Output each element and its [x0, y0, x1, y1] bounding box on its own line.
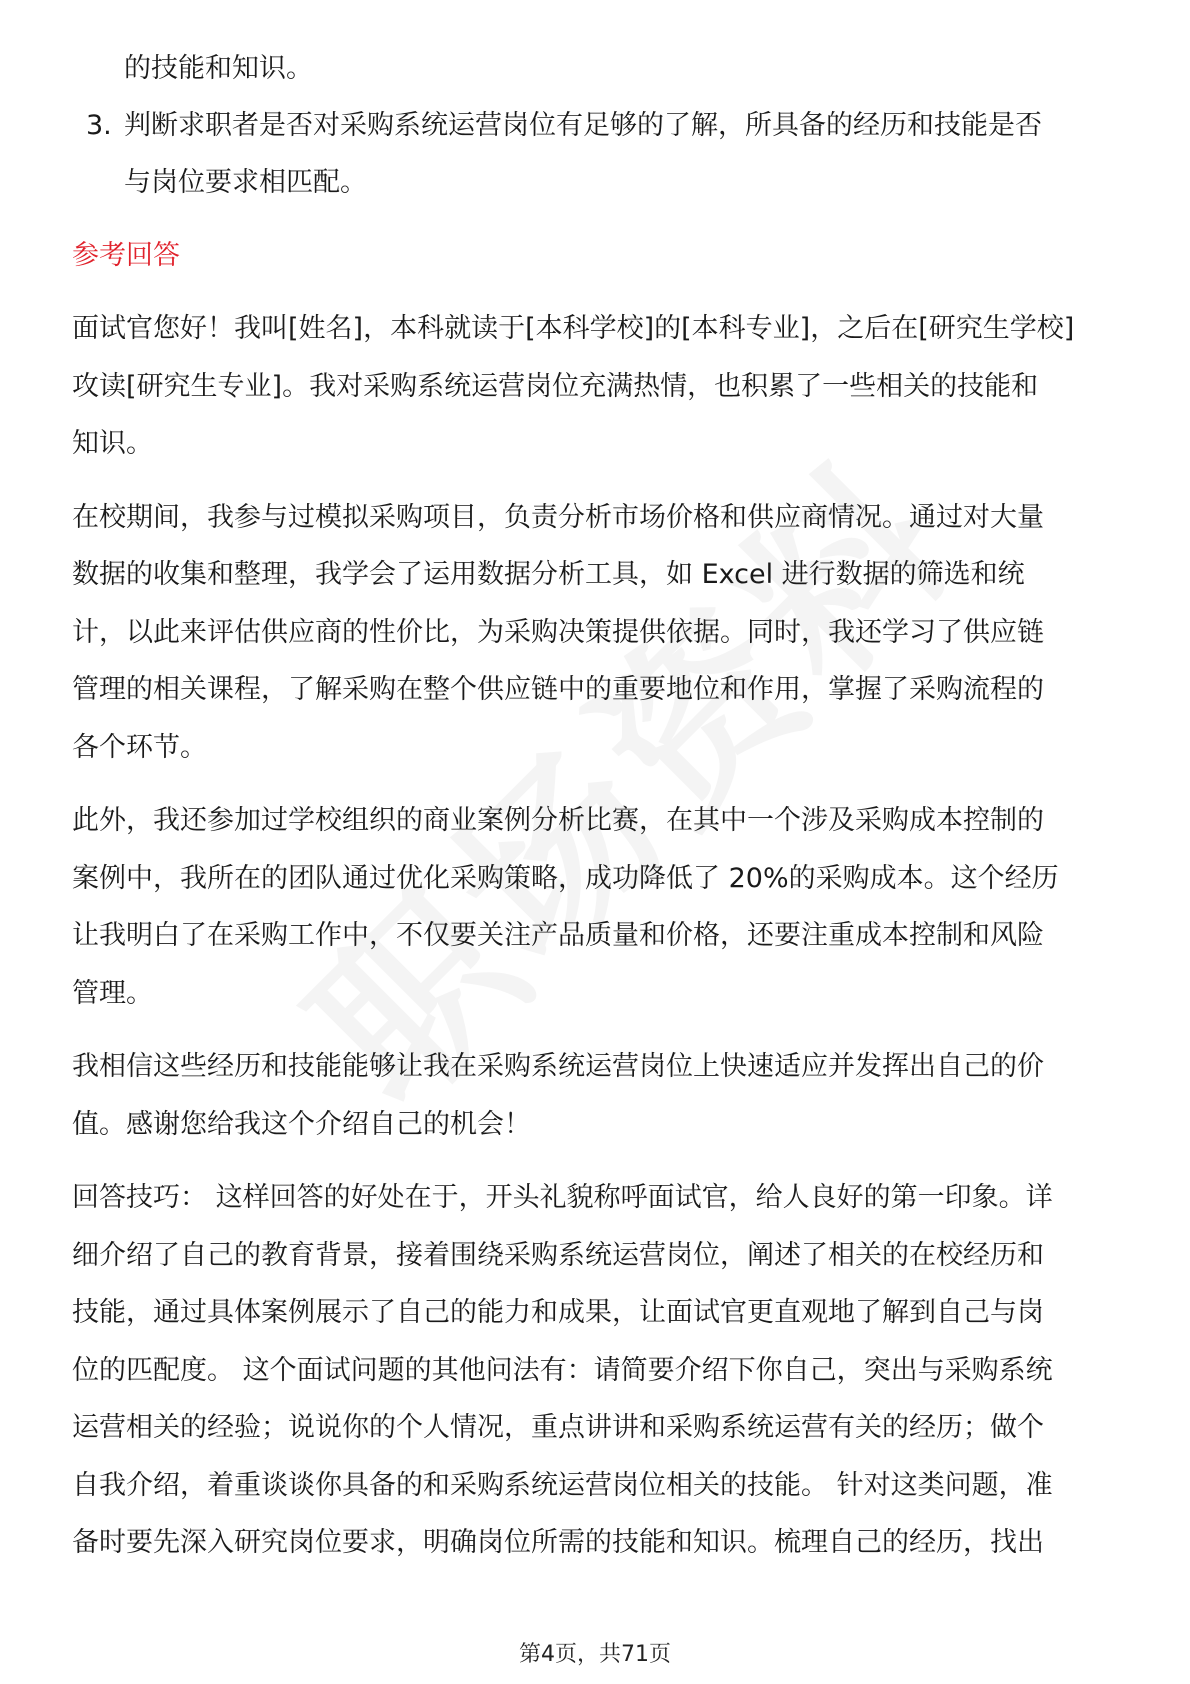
list-item-line: 与岗位要求相匹配。	[124, 167, 367, 198]
paragraph-line: 管理的相关课程，了解采购在整个供应链中的重要地位和作用，掌握了采购流程的	[72, 674, 1044, 705]
paragraph-closing	[72, 1038, 1122, 1153]
paragraph-line: 备时要先深入研究岗位要求，明确岗位所需的技能和知识。梳理自己的经历，找出	[72, 1527, 1044, 1558]
paragraph-line: 运营相关的经验；说说你的个人情况，重点讲讲和采购系统运营有关的经历；做个	[72, 1412, 1044, 1443]
paragraph-line: 各个环节。	[72, 731, 207, 763]
list-item-3	[72, 97, 1122, 211]
paragraph-line: 案例中，我所在的团队通过优化采购策略，成功降低了 20%的采购成本。这个经历	[72, 862, 1059, 894]
paragraph-line: 自我介绍，着重谈谈你具备的和采购系统运营岗位相关的技能。 针对这类问题，准	[72, 1469, 1053, 1501]
paragraph-line: 面试官您好！我叫[姓名]，本科就读于[本科学校]的[本科专业]，之后在[研究生学校]	[72, 313, 1075, 344]
paragraph-line: 技能，通过具体案例展示了自己的能力和成果，让面试官更直观地了解到自己与岗	[72, 1297, 1044, 1328]
paragraph-line: 计，以此来评估供应商的性价比，为采购决策提供依据。同时，我还学习了供应链	[72, 616, 1044, 648]
paragraph-line: 细介绍了自己的教育背景，接着围绕采购系统运营岗位，阐述了相关的在校经历和	[72, 1239, 1044, 1271]
paragraph-line: 让我明白了在采购工作中，不仅要关注产品质量和价格，还要注重成本控制和风险	[72, 920, 1044, 951]
paragraph-line: 我相信这些经历和技能能够让我在采购系统运营岗位上快速适应并发挥出自己的价	[72, 1051, 1044, 1082]
paragraph-line: 管理。	[72, 977, 153, 1009]
section-heading: 参考回答	[72, 240, 180, 271]
paragraph-line: 攻读[研究生专业]。我对采购系统运营岗位充满热情，也积累了一些相关的技能和	[72, 370, 1039, 402]
paragraph-line: 知识。	[72, 428, 153, 459]
paragraph-competition	[72, 792, 1122, 1022]
document-content	[72, 40, 1122, 1572]
paragraph-line: 在校期间，我参与过模拟采购项目，负责分析市场价格和供应商情况。通过对大量	[72, 501, 1044, 533]
list-continuation-line: 的技能和知识。	[124, 53, 313, 84]
paragraph-line: 位的匹配度。 这个面试问题的其他问法有：请简要介绍下你自己，突出与采购系统	[72, 1354, 1053, 1386]
paragraph-tips	[72, 1169, 1122, 1572]
paragraph-school	[72, 489, 1122, 777]
list-item-line: 判断求职者是否对采购系统运营岗位有足够的了解，所具备的经历和技能是否	[124, 110, 1042, 141]
paragraph-intro	[72, 300, 1122, 473]
page-footer: 第4页，共71页	[519, 1642, 671, 1667]
paragraph-line: 值。感谢您给我这个介绍自己的机会！	[72, 1108, 531, 1140]
paragraph-line: 回答技巧： 这样回答的好处在于，开头礼貌称呼面试官，给人良好的第一印象。详	[72, 1182, 1053, 1213]
paragraph-line: 数据的收集和整理，我学会了运用数据分析工具，如 Excel 进行数据的筛选和统	[72, 559, 1025, 590]
paragraph-line: 此外，我还参加过学校组织的商业案例分析比赛，在其中一个涉及采购成本控制的	[72, 805, 1044, 836]
list-number: 3.	[86, 110, 112, 141]
